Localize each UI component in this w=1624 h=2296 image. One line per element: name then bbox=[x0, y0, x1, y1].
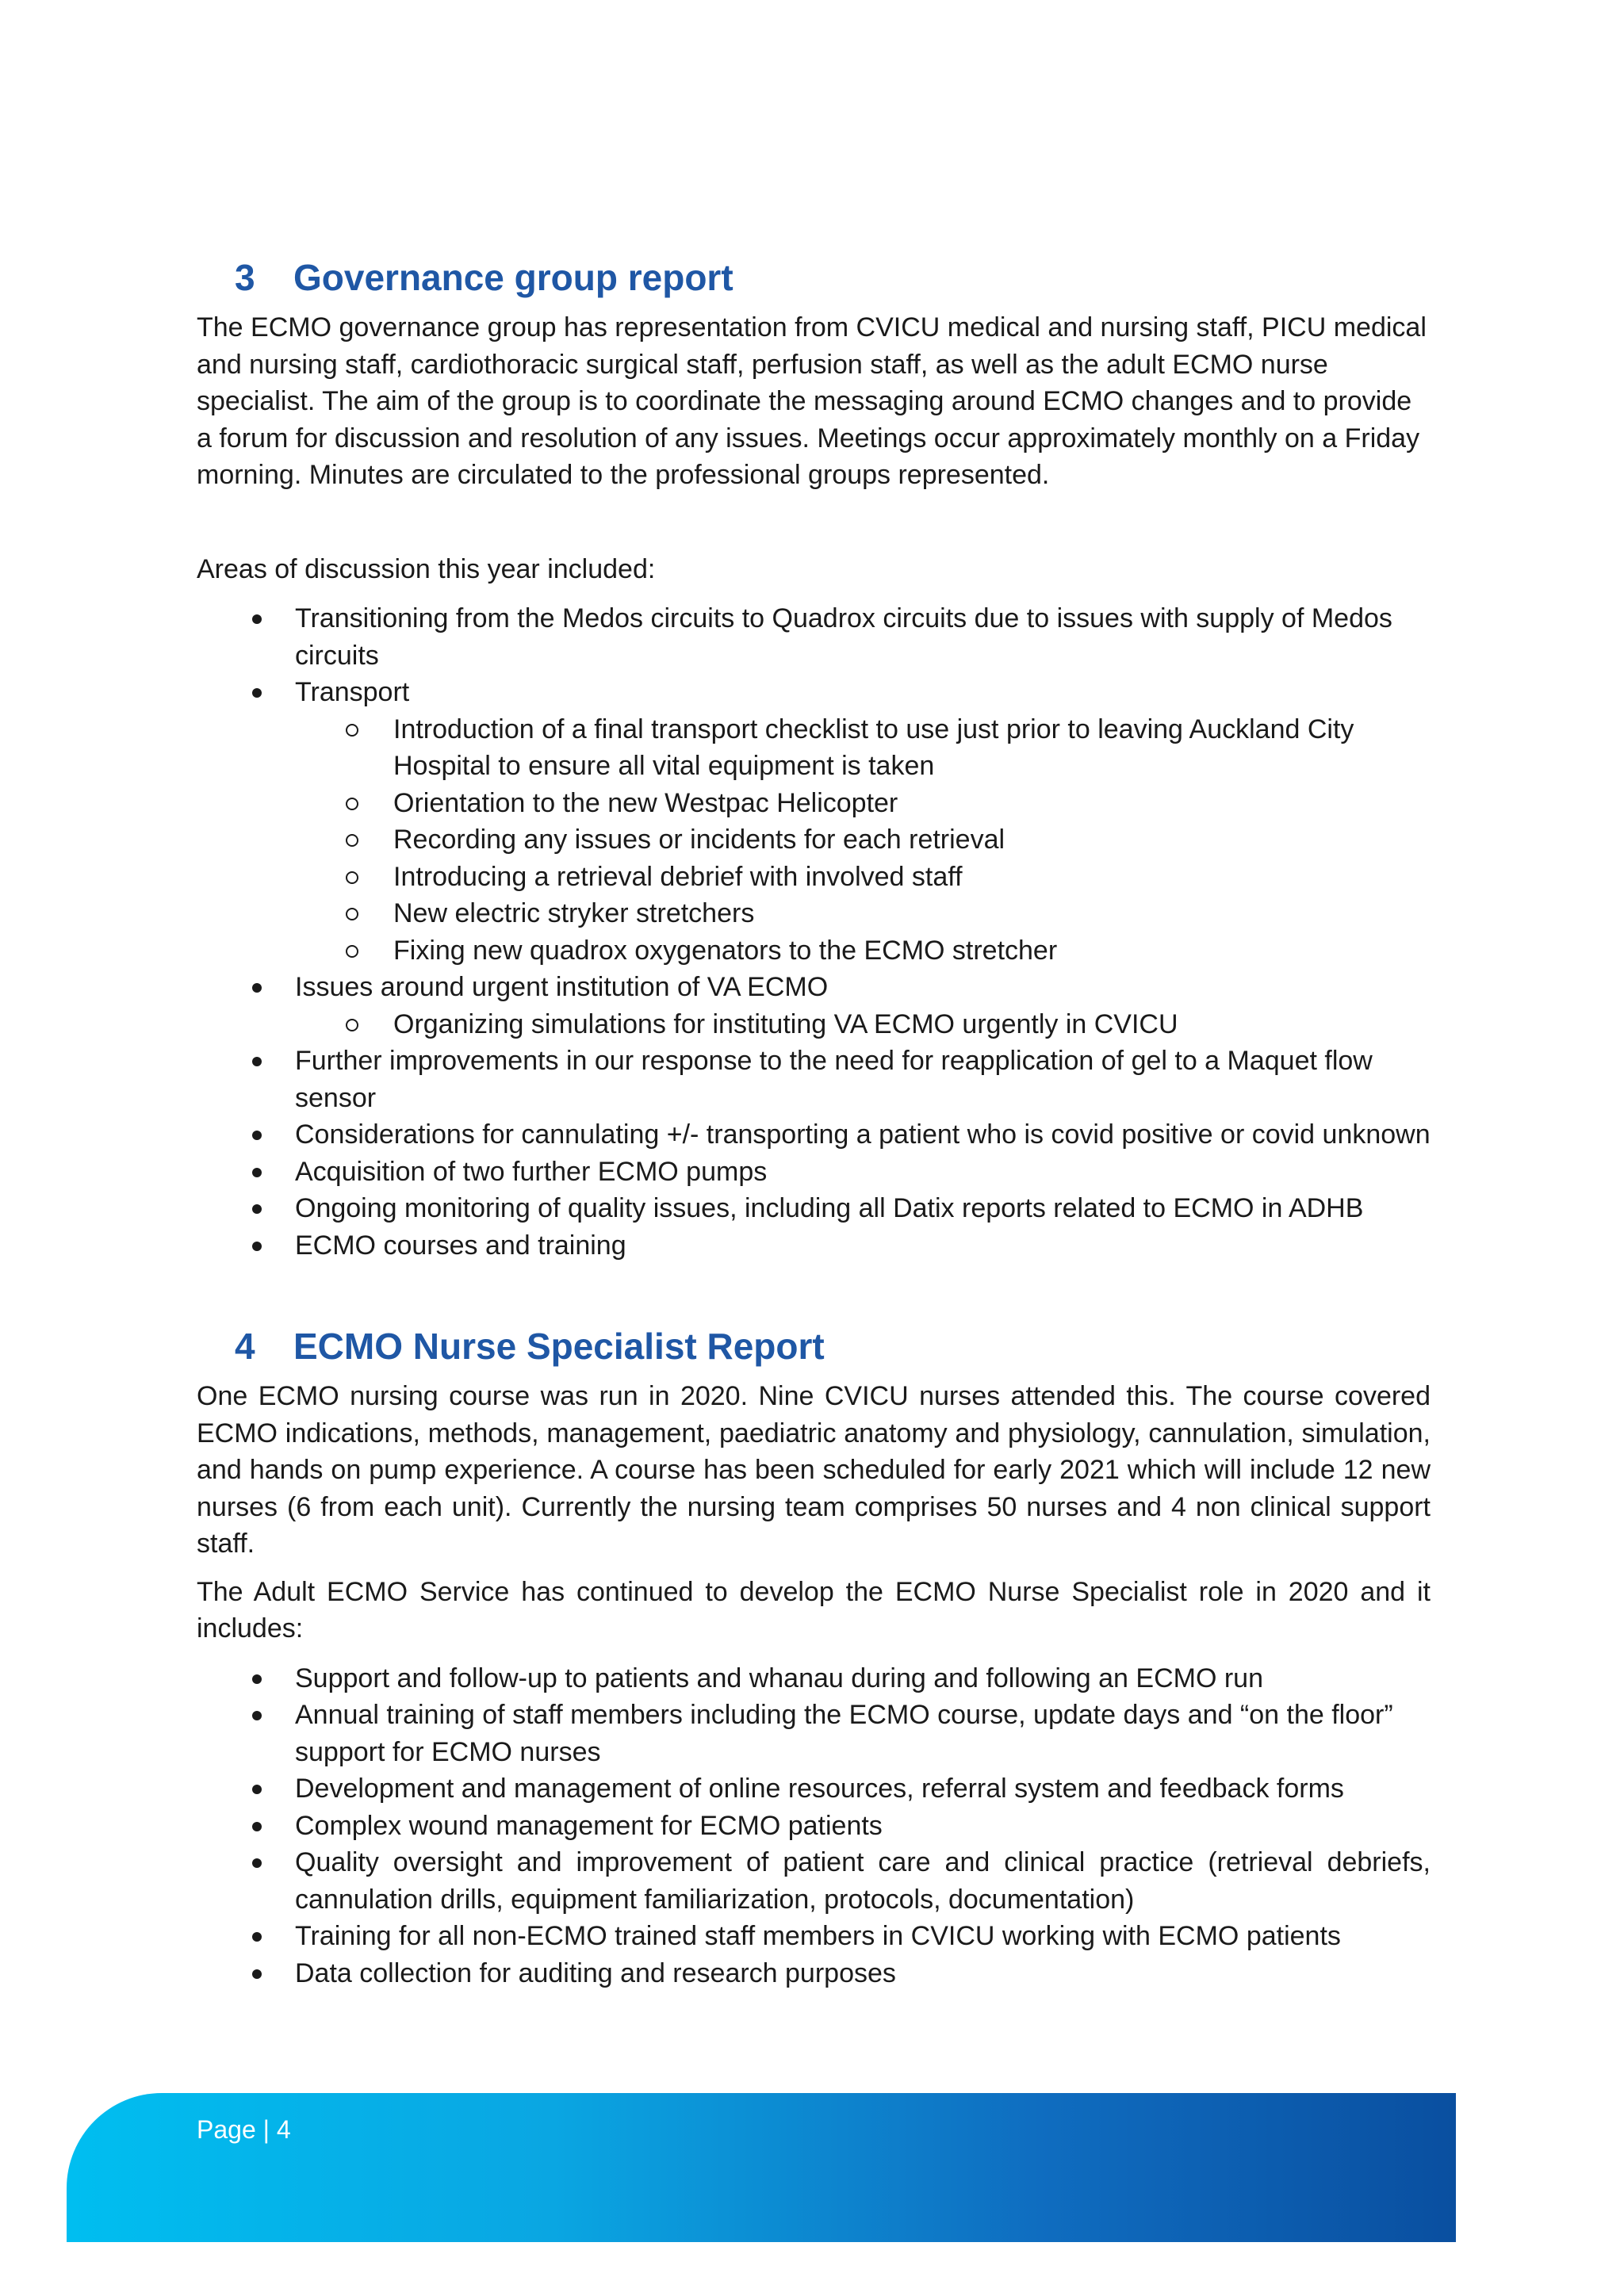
section-4-title: ECMO Nurse Specialist Report bbox=[293, 1326, 825, 1367]
sub-list-item: Recording any issues or incidents for each retrieval bbox=[197, 821, 1431, 859]
section-4-para-2: The Adult ECMO Service has continued to develop the ECMO Nurse Specialist role in 2020 and it includes: bbox=[197, 1576, 1431, 1644]
list-item: Acquisition of two further ECMO pumps bbox=[197, 1154, 1431, 1191]
list-item: Complex wound management for ECMO patients bbox=[197, 1808, 1431, 1845]
page-content bbox=[197, 252, 1431, 1992]
list-item: Transitioning from the Medos circuits to Quadrox circuits due to issues with supply of Medos circuits bbox=[197, 600, 1431, 674]
list-item: ECMO courses and training bbox=[197, 1227, 1431, 1265]
sub-list-item: New electric stryker stretchers bbox=[197, 895, 1431, 932]
list-item: Development and management of online resources, referral system and feedback forms bbox=[197, 1770, 1431, 1808]
list-item: Data collection for auditing and research purposes bbox=[197, 1955, 1431, 1992]
section-3-heading bbox=[197, 252, 1431, 303]
section-3-number: 3 bbox=[235, 257, 255, 298]
page-number-label: Page | 4 bbox=[197, 2115, 291, 2144]
list-item: Further improvements in our response to the need for reapplication of gel to a Maquet flow sensor bbox=[197, 1043, 1431, 1116]
section-4-list bbox=[197, 1660, 1431, 1992]
sub-list-item: Introducing a retrieval debrief with involved staff bbox=[197, 859, 1431, 896]
transport-sublist bbox=[295, 711, 1431, 970]
list-item: Quality oversight and improvement of patient care and clinical practice (retrieval debriefs, cannulation drills, equipment familiarization, protocols, documentation) bbox=[197, 1844, 1431, 1918]
section-3-intro: The ECMO governance group has representation from CVICU medical and nursing staff, PICU medical and nursing staff, cardiothoracic surgical staff, perfusion staff, as well as the adult ECMO nurse specialist. The aim of the group is to coordinate the messaging around ECMO changes and to provide a forum for discussion and resolution of any issues. Meetings occur approximately monthly on a Friday morning. Minutes are circulated to the professional groups represented. bbox=[197, 312, 1427, 490]
list-item: Considerations for cannulating +/- transporting a patient who is covid positive or covid unknown bbox=[197, 1116, 1431, 1154]
list-item: Issues around urgent institution of VA ECMO Organizing simulations for instituting VA ECMO urgently in CVICU bbox=[197, 969, 1431, 1043]
sub-list-item: Organizing simulations for instituting VA ECMO urgently in CVICU bbox=[197, 1006, 1431, 1043]
sub-list-item: Fixing new quadrox oxygenators to the ECMO stretcher bbox=[197, 932, 1431, 970]
va-ecmo-sublist bbox=[295, 1006, 1431, 1043]
page-footer-band bbox=[67, 2093, 1456, 2242]
section-4-number: 4 bbox=[235, 1326, 255, 1367]
section-3-list bbox=[197, 600, 1431, 1264]
sub-list-item: Orientation to the new Westpac Helicopter bbox=[197, 785, 1431, 822]
list-item: Annual training of staff members including the ECMO course, update days and “on the floor” support for ECMO nurses bbox=[197, 1697, 1431, 1770]
list-item: Training for all non-ECMO trained staff members in CVICU working with ECMO patients bbox=[197, 1918, 1431, 1955]
section-4-para-1: One ECMO nursing course was run in 2020. Nine CVICU nurses attended this. The course covered ECMO indications, methods, management, paediatric anatomy and physiology, cannulation, simulation, and hands on pump experience. A course has been scheduled for early 2021 which will include 12 new nurses (6 from each unit). Currently the nursing team comprises 50 nurses and 4 non clinical support staff. bbox=[197, 1381, 1431, 1559]
list-item: Ongoing monitoring of quality issues, including all Datix reports related to ECMO in ADHB bbox=[197, 1190, 1431, 1227]
section-3-title: Governance group report bbox=[293, 257, 733, 298]
list-item: Support and follow-up to patients and whanau during and following an ECMO run bbox=[197, 1660, 1431, 1697]
sub-list-item: Introduction of a final transport checklist to use just prior to leaving Auckland City Hospital to ensure all vital equipment is taken bbox=[197, 711, 1431, 785]
section-4-heading bbox=[197, 1321, 1431, 1372]
list-item: Transport Introduction of a final transport checklist to use just prior to leaving Auckland City Hospital to ensure all vital equipment is taken Orientation to the new Westpac Helicopter Recording any issues or incidents for each retrieval Introducing a retrieval debrief with involved staff New electric stryker stretchers Fixing new quadrox oxygenators to the ECMO stretcher bbox=[197, 674, 1431, 969]
areas-intro: Areas of discussion this year included: bbox=[197, 553, 656, 584]
